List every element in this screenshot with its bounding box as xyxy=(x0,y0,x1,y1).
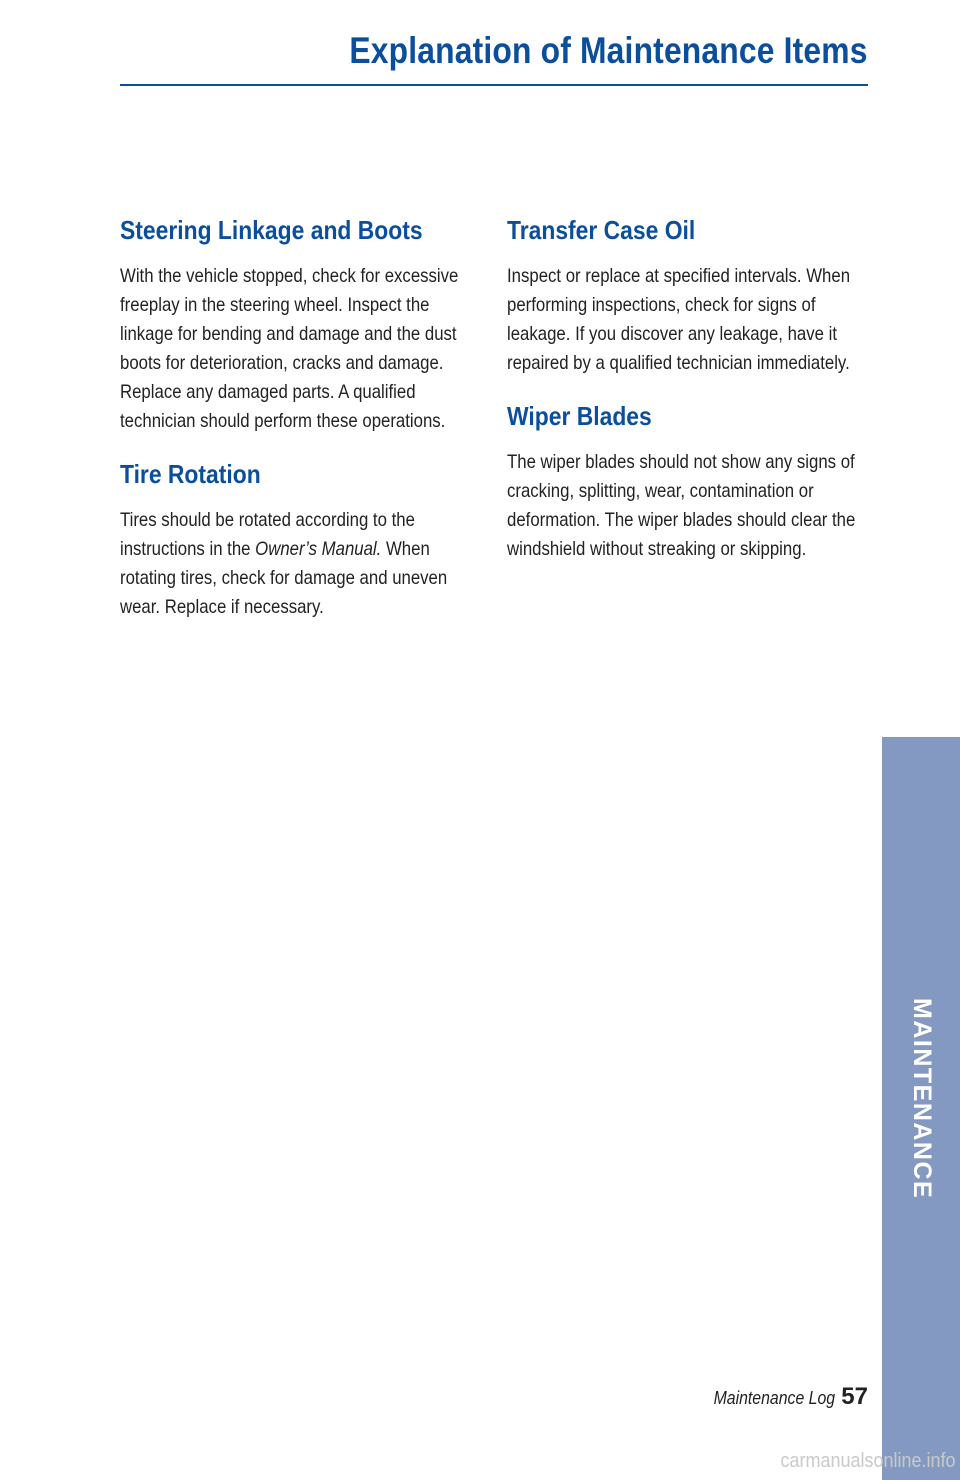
watermark-text: carmanualsonline.info xyxy=(780,1450,956,1472)
right-column xyxy=(507,210,882,582)
section-body-tire-rotation xyxy=(120,506,486,622)
section-heading-steering-linkage: Steering Linkage and Boots xyxy=(120,215,423,245)
side-tab-label: MAINTENANCE xyxy=(908,998,936,1200)
title-divider xyxy=(120,84,868,86)
section-heading-wiper-blades: Wiper Blades xyxy=(507,401,652,431)
owners-manual-reference: Owner’s Manual. xyxy=(255,538,382,560)
tire-rotation-text-start: Tires should be rotated according to the instructions in the xyxy=(120,509,415,560)
section-heading-tire-rotation: Tire Rotation xyxy=(120,459,261,489)
page-title: Explanation of Maintenance Items xyxy=(349,30,868,71)
footer-label: Maintenance Log xyxy=(713,1388,835,1408)
left-column xyxy=(120,210,495,640)
tire-rotation-text-end: When rotating tires, check for damage and uneven wear. Replace if necessary. xyxy=(120,538,448,618)
page-footer xyxy=(697,1383,868,1411)
page-number: 57 xyxy=(841,1383,868,1410)
section-heading-transfer-case-oil: Transfer Case Oil xyxy=(507,215,696,245)
section-body-steering-linkage: With the vehicle stopped, check for excessive freeplay in the steering wheel. Inspect the linkage for bending and damage and the dust boots for deterioration, cracks and damage. Replace any damaged parts. A qualified technician should perform these operations. xyxy=(120,265,459,432)
section-body-wiper-blades: The wiper blades should not show any signs of cracking, splitting, wear, contamination or deformation. The wiper blades should clear the windshield without streaking or skipping. xyxy=(507,451,856,560)
section-body-transfer-case-oil: Inspect or replace at specified intervals. When performing inspections, check for signs of leakage. If you discover any leakage, have it repaired by a qualified technician immediately. xyxy=(507,265,851,374)
